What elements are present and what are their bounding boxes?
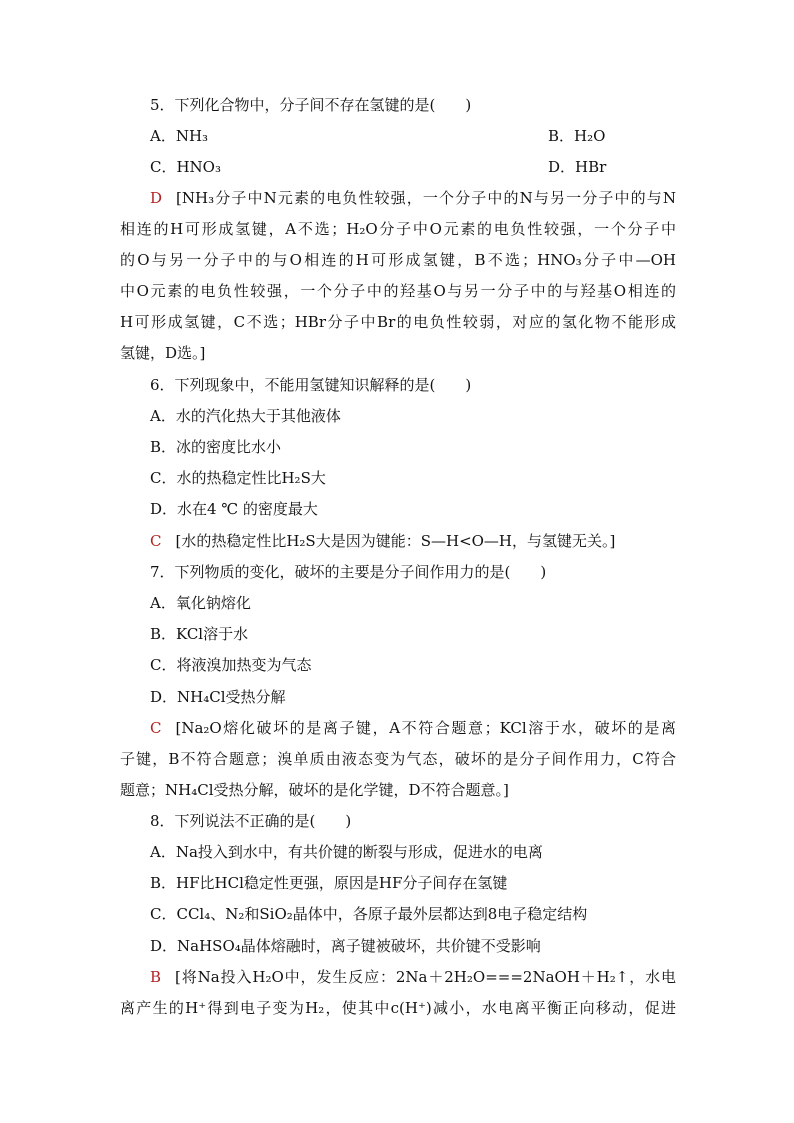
q5-option-c: C．HNO₃ xyxy=(150,158,221,176)
q8-stem: 8．下列说法不正确的是( ) xyxy=(150,812,352,830)
q7-explanation-line-1 xyxy=(150,713,676,744)
q8-exp-1: [将Na投入H₂O中，发生反应：2Na＋2H₂O===2NaOH＋H₂↑，水电 xyxy=(175,968,676,986)
q5-exp-5: H可形成氢键，C不选；HBr分子中Br的电负性较弱，对应的氢化物不能形成 xyxy=(120,313,676,331)
q5-option-d: D．HBr xyxy=(548,158,607,176)
q8-exp-2: 离产生的H⁺得到电子变为H₂，使其中c(H⁺)减小，水电离平衡正向移动，促进 xyxy=(120,999,676,1017)
q6-exp-1: [水的热稳定性比H₂S大是因为键能：S—H<O—H，与氢键无关。] xyxy=(175,532,616,550)
q7-answer: C xyxy=(150,719,162,737)
q5-exp-3: 的O与另一分子中的与O相连的H可形成氢键，B不选；HNO₃分子中—OH xyxy=(120,251,676,269)
q7-stem: 7．下列物质的变化，破坏的主要是分子间作用力的是( ) xyxy=(150,563,547,581)
q5-exp-4: 中O元素的电负性较强，一个分子中的羟基O与另一分子中的与羟基O相连的 xyxy=(120,282,676,300)
q7-option-b: B．KCl溶于水 xyxy=(150,625,249,643)
q6-explanation xyxy=(150,526,676,557)
q6-option-a: A．水的汽化热大于其他液体 xyxy=(150,407,341,425)
q8-answer: B xyxy=(150,968,162,986)
q8-option-d: D．NaHSO₄晶体熔融时，离子键被破坏，共价键不受影响 xyxy=(150,937,541,955)
q5-option-a: A．NH₃ xyxy=(150,127,209,145)
q5-answer: D xyxy=(150,189,163,207)
q7-option-d: D．NH₄Cl受热分解 xyxy=(150,688,286,706)
q6-option-c: C．水的热稳定性比H₂S大 xyxy=(150,469,326,487)
q7-option-c: C．将液溴加热变为气态 xyxy=(150,656,312,674)
q5-exp-2: 相连的H可形成氢键，A不选；H₂O分子中O元素的电负性较强，一个分子中 xyxy=(120,220,676,238)
q7-option-a: A．氧化钠熔化 xyxy=(150,594,251,612)
q7-exp-1: [Na₂O熔化破坏的是离子键，A不符合题意；KCl溶于水，破坏的是离 xyxy=(175,719,676,737)
q5-option-b: B．H₂O xyxy=(548,127,606,145)
q8-explanation-line-1 xyxy=(150,962,676,993)
q7-exp-3: 题意；NH₄Cl受热分解，破坏的是化学键，D不符合题意。] xyxy=(120,781,509,799)
q5-stem: 5．下列化合物中，分子间不存在氢键的是( ) xyxy=(150,96,472,114)
q5-options-cd xyxy=(150,152,676,183)
q8-option-b: B．HF比HCl稳定性更强，原因是HF分子间存在氢键 xyxy=(150,874,508,892)
q6-option-b: B．冰的密度比水小 xyxy=(150,438,282,456)
q8-option-a: A．Na投入到水中，有共价键的断裂与形成，促进水的电离 xyxy=(150,843,543,861)
q8-option-c: C．CCl₄、N₂和SiO₂晶体中，各原子最外层都达到8电子稳定结构 xyxy=(150,905,588,923)
q5-explanation-line-1 xyxy=(150,183,676,214)
q6-answer: C xyxy=(150,532,162,550)
q5-exp-1: [NH₃分子中N元素的电负性较强，一个分子中的N与另一分子中的与N xyxy=(176,189,676,207)
q6-option-d: D．水在4 ℃ 的密度最大 xyxy=(150,500,318,518)
q7-exp-2: 子键，B不符合题意；溴单质由液态变为气态，破坏的是分子间作用力，C符合 xyxy=(120,750,676,768)
q5-exp-6: 氢键，D选。] xyxy=(120,344,206,362)
q5-options-ab xyxy=(150,121,676,152)
q6-stem: 6．下列现象中，不能用氢键知识解释的是( ) xyxy=(150,376,472,394)
